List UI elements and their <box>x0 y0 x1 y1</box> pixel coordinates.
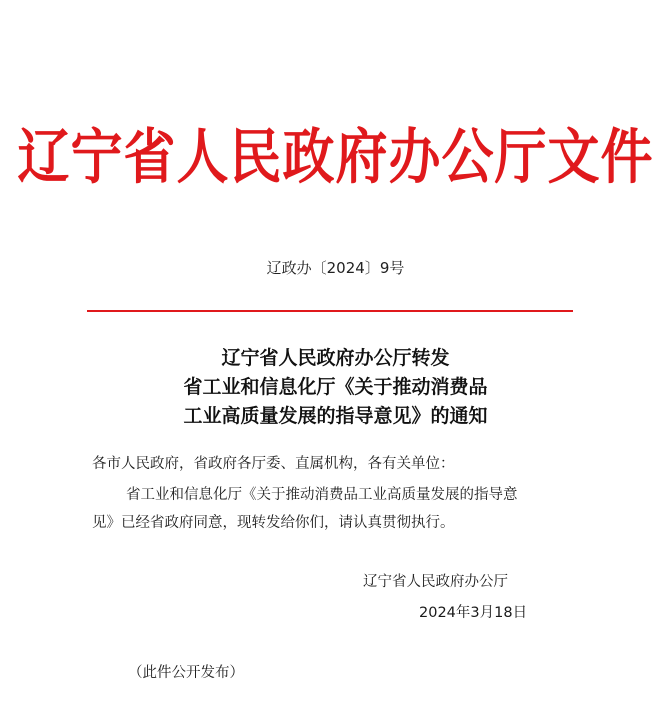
addressee: 各市人民政府，省政府各厅委、直属机构，各有关单位： <box>92 456 455 472</box>
document-title <box>0 344 671 431</box>
document-title-line: 工业高质量发展的指导意见》的通知 <box>183 405 488 427</box>
document-title-line: 辽宁省人民政府办公厅转发 <box>221 347 450 369</box>
issuer-signature: 辽宁省人民政府办公厅 <box>363 574 508 590</box>
document-number: 辽政办〔2024〕9号 <box>266 259 405 277</box>
document-title-line: 省工业和信息化厅《关于推动消费品 <box>183 376 488 398</box>
document-header-title: 辽宁省人民政府办公厅文件 <box>17 122 654 193</box>
body-text-line: 见》已经省政府同意，现转发给你们，请认真贯彻执行。 <box>92 515 455 531</box>
body-text-line: 省工业和信息化厅《关于推动消费品工业高质量发展的指导意 <box>126 487 518 503</box>
publication-note: （此件公开发布） <box>128 665 244 681</box>
issue-date: 2024年3月18日 <box>419 605 528 621</box>
red-separator-line <box>87 310 573 312</box>
